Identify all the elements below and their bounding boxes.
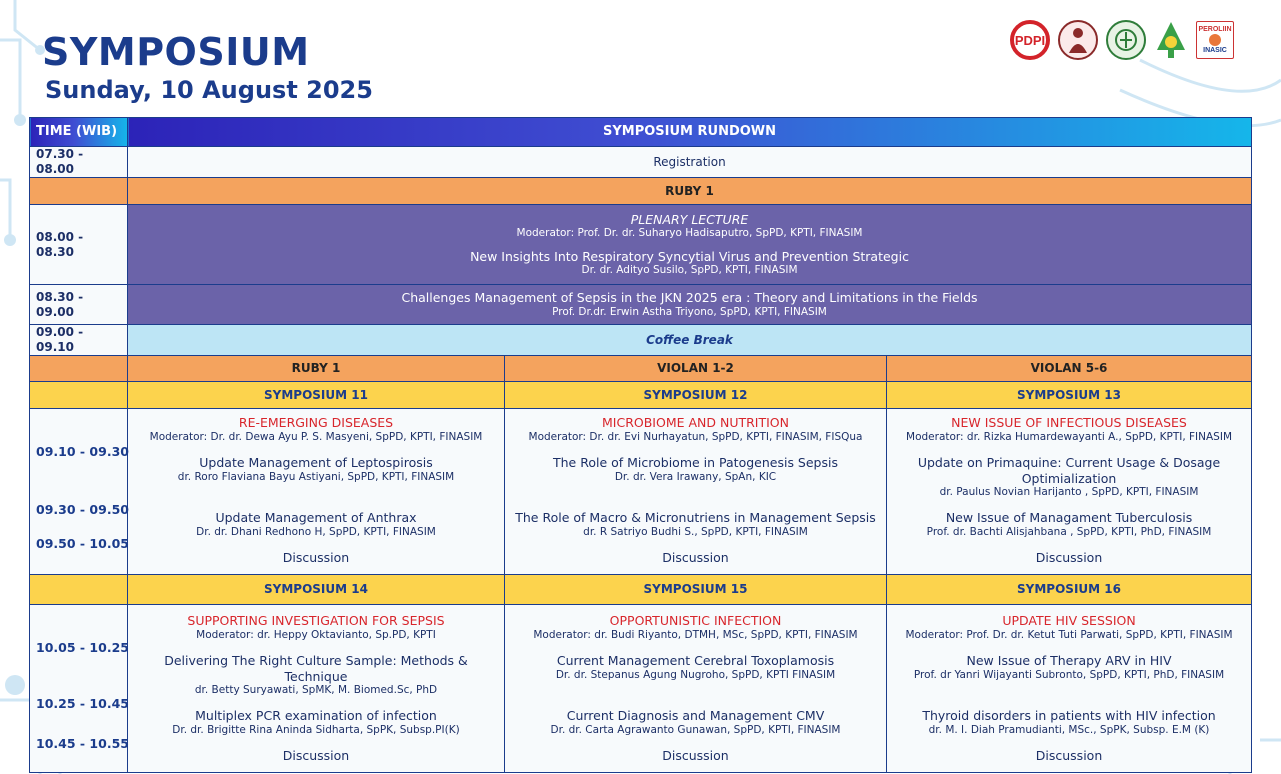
talk-title: Multiplex PCR examination of infection xyxy=(195,708,437,723)
session-theme: SUPPORTING INVESTIGATION FOR SEPSIS xyxy=(187,613,445,628)
time-slot: 09.10 - 09.30 xyxy=(36,444,129,459)
pdpi-logo: PDPI xyxy=(1010,20,1050,60)
talk-speaker: Dr. dr. Brigitte Rina Aninda Sidharta, SpPK, Subsp.PI(K) xyxy=(172,723,460,736)
session-theme: RE-EMERGING DISEASES xyxy=(238,415,394,430)
symposium-block-2 xyxy=(30,605,1252,773)
discussion-label: Discussion xyxy=(1035,748,1103,763)
plenary-moderator: Moderator: Prof. Dr. dr. Suharyo Hadisaputro, SpPD, KPTI, FINASIM xyxy=(516,227,863,240)
session-theme: NEW ISSUE OF INFECTIOUS DISEASES xyxy=(951,415,1187,430)
registration-time: 07.30 - 08.00 xyxy=(30,147,128,178)
empty-time-cell xyxy=(30,356,128,382)
session-cell xyxy=(505,409,887,575)
discussion-label: Discussion xyxy=(1035,550,1103,565)
talk-speaker: dr. Betty Suryawati, SpMK, M. Biomed.Sc, PhD xyxy=(194,684,438,697)
session-moderator: Moderator: dr. Rizka Humardewayanti A., SpPD, KPTI, FINASIM xyxy=(906,430,1233,443)
session-moderator: Moderator: Dr. dr. Evi Nurhayatun, SpPD, KPTI, FINASIM, FISQua xyxy=(528,430,863,443)
talk-speaker: dr. R Satriyo Budhi S., SpPD, KPTI, FINASIM xyxy=(583,525,808,538)
time-slot: 10.05 - 10.25 xyxy=(36,640,129,655)
time-slot: 09.30 - 09.50 xyxy=(36,502,129,517)
talk-speaker: dr. M. I. Diah Pramudianti, MSc., SpPK, Subsp. E.M (K) xyxy=(928,723,1210,736)
talk-title: The Role of Macro & Micronutriens in Management Sepsis xyxy=(515,510,876,525)
symposium-header: SYMPOSIUM 16 xyxy=(887,575,1252,605)
rooms-row xyxy=(30,356,1252,382)
inasic-logo: PEROLIIN INASIC xyxy=(1196,21,1234,59)
plenary-row xyxy=(30,205,1252,285)
session-theme: OPPORTUNISTIC INFECTION xyxy=(609,613,782,628)
talk-speaker: Prof. dr Yanri Wijayanti Subronto, SpPD, KPTI, PhD, FINASIM xyxy=(913,668,1225,681)
talk-speaker: Dr. dr. Carta Agrawanto Gunawan, SpPD, KPTI, FINASIM xyxy=(550,723,841,736)
discussion-label: Discussion xyxy=(282,748,350,763)
time-slot: 10.45 - 10.55 xyxy=(36,736,129,751)
session-theme: UPDATE HIV SESSION xyxy=(1002,613,1136,628)
rundown-header: SYMPOSIUM RUNDOWN xyxy=(128,118,1252,147)
talk-title: Delivering The Right Culture Sample: Methods & Technique xyxy=(164,653,468,684)
registration-label: Registration xyxy=(128,147,1252,178)
time-column-header: TIME (WIB) xyxy=(30,118,128,147)
session-cell xyxy=(887,409,1252,575)
plenary-speaker: Dr. dr. Adityo Susilo, SpPD, KPTI, FINASIM xyxy=(581,264,798,277)
talk-title: Update on Primaquine: Current Usage & Dosage Optimialization xyxy=(917,455,1221,486)
room-header: VIOLAN 1-2 xyxy=(505,356,887,382)
symposium-header: SYMPOSIUM 14 xyxy=(128,575,505,605)
symposium-header: SYMPOSIUM 13 xyxy=(887,382,1252,409)
discussion-label: Discussion xyxy=(282,550,350,565)
plenary-cell xyxy=(128,205,1252,285)
talk-speaker: Dr. dr. Dhani Redhono H, SpPD, KPTI, FINASIM xyxy=(196,525,436,538)
session-cell xyxy=(128,605,505,773)
talk-speaker: dr. Roro Flaviana Bayu Astiyani, SpPD, KPTI, FINASIM xyxy=(177,470,455,483)
talk-title: Thyroid disorders in patients with HIV infection xyxy=(922,708,1216,723)
registration-row xyxy=(30,147,1252,178)
talk-speaker: Prof. dr. Bachti Alisjahbana , SpPD, KPTI, PhD, FINASIM xyxy=(926,525,1212,538)
room-header: VIOLAN 5-6 xyxy=(887,356,1252,382)
room-header: RUBY 1 xyxy=(128,356,505,382)
talk-title: Update Management of Leptospirosis xyxy=(199,455,433,470)
talk-title: Update Management of Anthrax xyxy=(215,510,417,525)
session-cell xyxy=(128,409,505,575)
rundown-table xyxy=(29,117,1252,773)
session-theme: MICROBIOME AND NUTRITION xyxy=(602,415,789,430)
session-moderator: Moderator: Prof. Dr. dr. Ketut Tuti Parwati, SpPD, KPTI, FINASIM xyxy=(905,628,1233,641)
time-slot: 10.25 - 10.45 xyxy=(36,696,129,711)
empty-time-cell xyxy=(30,575,128,605)
sponsor-logos xyxy=(1010,20,1234,60)
symposium-header: SYMPOSIUM 11 xyxy=(128,382,505,409)
discussion-label: Discussion xyxy=(662,550,729,565)
ruby1-room-header: RUBY 1 xyxy=(128,178,1252,205)
talk-speaker: Dr. dr. Vera Irawany, SpAn, KIC xyxy=(614,470,777,483)
plenary2-time: 08.30 - 09.00 xyxy=(30,285,128,325)
empty-time-cell xyxy=(30,178,128,205)
association-seal-logo xyxy=(1058,20,1098,60)
time-slot: 09.50 - 10.05 xyxy=(36,536,129,551)
coffee-break-row xyxy=(30,325,1252,356)
session-cell xyxy=(887,605,1252,773)
plenary-time: 08.00 - 08.30 xyxy=(30,205,128,285)
symposium-header-row xyxy=(30,382,1252,409)
tree-emblem-logo xyxy=(1154,20,1188,60)
session-moderator: Moderator: Dr. dr. Dewa Ayu P. S. Masyeni, SpPD, KPTI, FINASIM xyxy=(149,430,483,443)
session-moderator: Moderator: dr. Heppy Oktavianto, Sp.PD, KPTI xyxy=(196,628,436,641)
plenary2-row xyxy=(30,285,1252,325)
symposium-header: SYMPOSIUM 15 xyxy=(505,575,887,605)
empty-time-cell xyxy=(30,382,128,409)
plenary-talk-title: New Insights Into Respiratory Syncytial Virus and Prevention Strategic xyxy=(470,248,909,264)
talk-speaker: Dr. dr. Stepanus Agung Nugroho, SpPD, KPTI FINASIM xyxy=(555,668,836,681)
session-cell xyxy=(505,605,887,773)
talk-title: Current Management Cerebral Toxoplamosis xyxy=(556,653,835,668)
talk-title: Current Diagnosis and Management CMV xyxy=(566,708,825,723)
plenary2-speaker: Prof. Dr.dr. Erwin Astha Triyono, SpPD, KPTI, FINASIM xyxy=(552,305,827,318)
talk-title: The Role of Microbiome in Patogenesis Sepsis xyxy=(552,455,838,470)
plenary2-talk-title: Challenges Management of Sepsis in the JKN 2025 era : Theory and Limitations in the Fields xyxy=(401,290,978,306)
talk-speaker: dr. Paulus Novian Harijanto , SpPD, KPTI, FINASIM xyxy=(939,486,1199,499)
session-moderator: Moderator: dr. Budi Riyanto, DTMH, MSc, SpPD, KPTI, FINASIM xyxy=(533,628,858,641)
symposium-block-1 xyxy=(30,409,1252,575)
plenary-title: PLENARY LECTURE xyxy=(630,211,749,227)
discussion-label: Discussion xyxy=(662,748,729,763)
coffee-time: 09.00 - 09.10 xyxy=(30,325,128,356)
symposium-header: SYMPOSIUM 12 xyxy=(505,382,887,409)
green-seal-logo xyxy=(1106,20,1146,60)
event-date: Sunday, 10 August 2025 xyxy=(45,76,373,104)
plenary2-cell xyxy=(128,285,1252,325)
coffee-break-label: Coffee Break xyxy=(128,325,1252,356)
symposium-header-row xyxy=(30,575,1252,605)
talk-title: New Issue of Therapy ARV in HIV xyxy=(966,653,1172,668)
page-title: SYMPOSIUM xyxy=(42,30,310,74)
talk-title: New Issue of Managament Tuberculosis xyxy=(945,510,1193,525)
